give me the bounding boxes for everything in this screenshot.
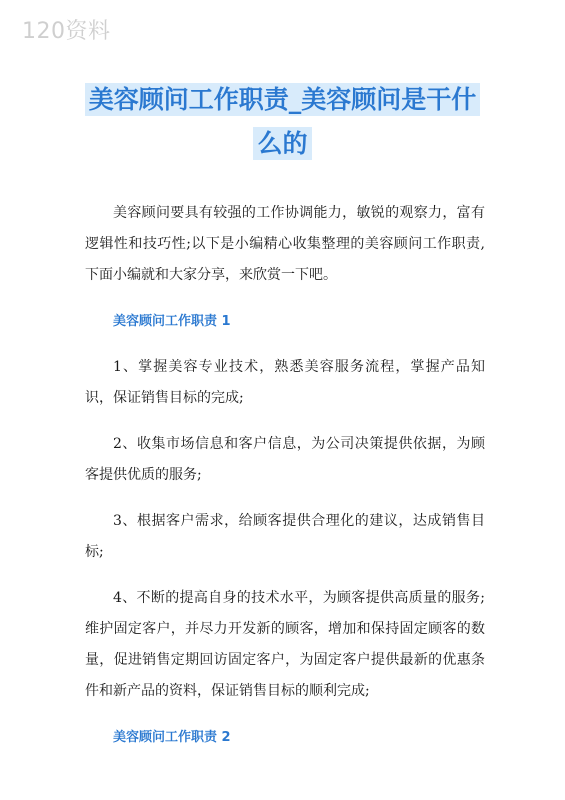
duty-item-4: 4、不断的提高自身的技术水平，为顾客提供高质量的服务;维护固定客户，并尽力开发新的顾客，增加和保持固定顾客的数量，促进销售定期回访固定客户，为固定客户提供最新的优惠条件和新产品的资料，保证销售目标的顺利完成;	[85, 590, 485, 699]
intro-paragraph: 美容顾问要具有较强的工作协调能力，敏锐的观察力，富有逻辑性和技巧性;以下是小编精心收集整理的美容顾问工作职责,下面小编就和大家分享，来欣赏一下吧。	[85, 205, 485, 283]
duty-item-2: 2、收集市场信息和客户信息，为公司决策提供依据，为顾客提供优质的服务;	[85, 436, 485, 483]
document-title	[80, 78, 485, 166]
watermark: 120资料	[22, 19, 111, 44]
section-2-heading: 美容顾问工作职责 2	[113, 730, 231, 745]
title-line-1: 美容顾问工作职责_美容顾问是干什	[85, 83, 481, 116]
section-1-heading: 美容顾问工作职责 1	[113, 314, 231, 329]
title-line-2: 么的	[253, 127, 311, 160]
document-body	[85, 198, 485, 768]
duty-item-3: 3、根据客户需求，给顾客提供合理化的建议，达成销售目标;	[85, 513, 485, 560]
duty-item-1: 1、掌握美容专业技术，熟悉美容服务流程，掌握产品知识，保证销售目标的完成;	[85, 359, 485, 406]
